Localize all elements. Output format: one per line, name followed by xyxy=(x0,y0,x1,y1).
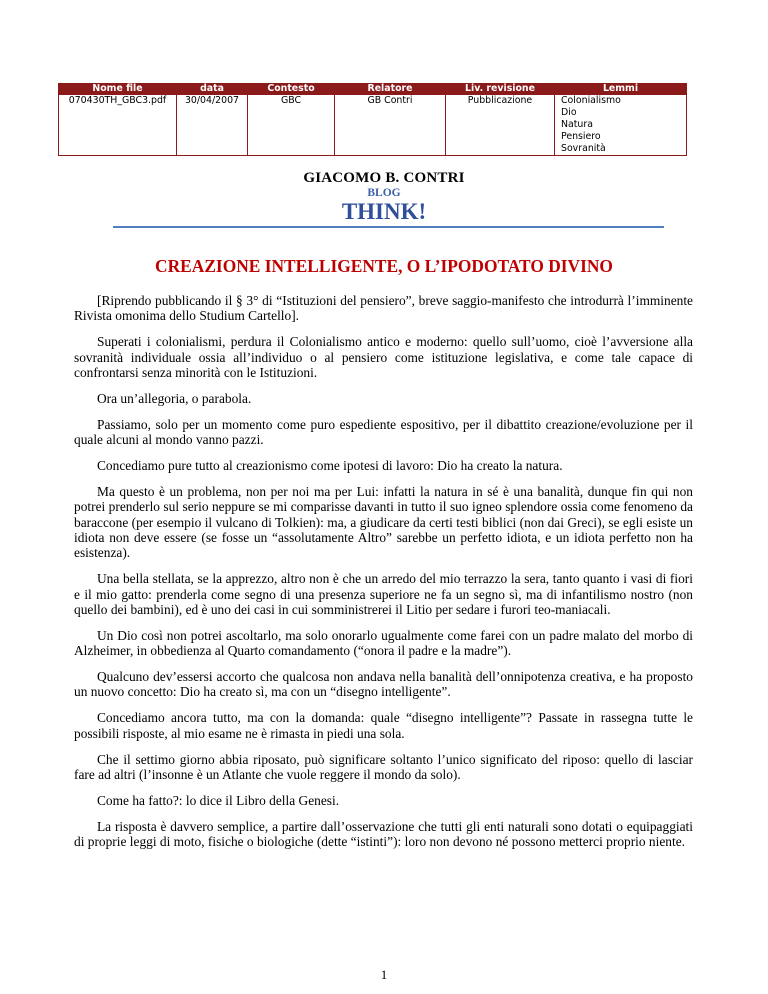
date-cell: 30/04/2007 xyxy=(177,95,248,156)
article-title: CREAZIONE INTELLIGENTE, O L’IPODOTATO DIVINO xyxy=(155,256,613,276)
lemma-item: Pensiero xyxy=(561,131,601,142)
paragraph: Passiamo, solo per un momento come puro espediente espositivo, per il dibattito creazione/evoluzione per il quale alcuni al mondo vanno pazzi. xyxy=(74,416,693,448)
paragraph: La risposta è davvero semplice, a partire dall’osservazione che tutti gli enti naturali sono dotati o equipaggiati di proprie leggi di moto, fisiche o biologiche (dette “istinti”): loro non devono né possono metterci proprio niente. xyxy=(74,818,693,850)
lemma-item: Colonialismo xyxy=(561,95,621,106)
article-body xyxy=(74,293,693,860)
author-name: GIACOMO B. CONTRI xyxy=(303,170,465,186)
page-number: 1 xyxy=(380,967,388,982)
paragraph: Concediamo ancora tutto, ma con la domanda: quale “disegno intelligente”? Passate in rassegna tutte le possibili risposte, al mio esame ne è rimasta in piedi una sola. xyxy=(74,710,693,741)
header-liv-revisione: Liv. revisione xyxy=(446,83,555,95)
header-data: data xyxy=(177,83,248,95)
header-relatore: Relatore xyxy=(335,83,446,95)
blog-title: THINK! xyxy=(341,199,427,224)
paragraph: Un Dio così non potrei ascoltarlo, ma solo onorarlo ugualmente come farei con un padre malato del morbo di Alzheimer, in obbedienza al Quarto comandamento (“onora il padre e la madre”). xyxy=(74,627,693,659)
paragraph: Concediamo pure tutto al creazionismo come ipotesi di lavoro: Dio ha creato la natura. xyxy=(97,458,563,474)
header-nome-file: Nome file xyxy=(59,83,177,95)
paragraph: Superati i colonialismi, perdura il Colonialismo antico e moderno: quello sull’uomo, cioè l’avversione alla sovranità individuale ossia all’individuo o al pensiero come istituzione legislativa, e come tale capace di confrontarsi senza minorità con le Istituzioni. xyxy=(74,334,693,380)
document-metadata-table xyxy=(58,83,687,156)
header-contesto: Contesto xyxy=(248,83,335,95)
paragraph: Che il settimo giorno abbia riposato, può significare soltanto l’unico significato del riposo: quello di lasciar fare ad altri (l’insonne è un Atlante che vuole reggere il mondo da solo). xyxy=(74,751,693,782)
file-name-cell: 070430TH_GBC3.pdf xyxy=(59,95,177,156)
paragraph: Una bella stellata, se la apprezzo, altro non è che un arredo del mio terrazzo la sera, tanto quanto i vasi di fiori e il mio gatto: prenderla come segno di una presenza superiore ne fa un segno sì, ma di infantilismo nostro (non quello dei bambini), ed è uno dei casi in cui somministrerei il Litio per sedare i furori teo-maniacali. xyxy=(74,571,693,617)
lemma-item: Dio xyxy=(561,107,577,118)
blog-label: BLOG xyxy=(367,187,401,199)
lemma-item: Natura xyxy=(561,119,593,130)
speaker-cell: GB Contri xyxy=(335,95,446,156)
context-cell: GBC xyxy=(248,95,335,156)
paragraph: Ma questo è un problema, non per noi ma per Lui: infatti la natura in sé è una banalità, dunque fin qui non potrei prenderlo sul serio neppure se mi comparisse davanti in tutto il suo igneo splendore ossia come fenomeno da baraccone (per esempio il vulcano di Tolkien): ma, a giudicare da certi testi biblici (non dai Greci), se egli esiste un idiota non deve essere (se fosse un “assolutamente Altro” sarebbe un perfetto idiota, e un idiota perfetto non ha esistenza). xyxy=(74,484,693,561)
header-lemmi: Lemmi xyxy=(555,83,687,95)
lemma-item: Sovranità xyxy=(561,143,606,154)
paragraph: Ora un’allegoria, o parabola. xyxy=(97,390,252,406)
header-divider xyxy=(113,226,664,228)
revision-cell: Pubblicazione xyxy=(446,95,555,156)
paragraph: [Riprendo pubblicando il § 3° di “Istituzioni del pensiero”, breve saggio-manifesto che introdurrà l’imminente Rivista omonima dello Studium Cartello]. xyxy=(74,293,693,324)
paragraph: Qualcuno dev’essersi accorto che qualcosa non andava nella banalità dell’onnipotenza creativa, e ha proposto un nuovo concetto: Dio ha creato sì, ma con un “disegno intelligente”. xyxy=(74,669,693,700)
lemmi-cell xyxy=(555,95,687,156)
paragraph: Come ha fatto?: lo dice il Libro della Genesi. xyxy=(97,792,340,808)
